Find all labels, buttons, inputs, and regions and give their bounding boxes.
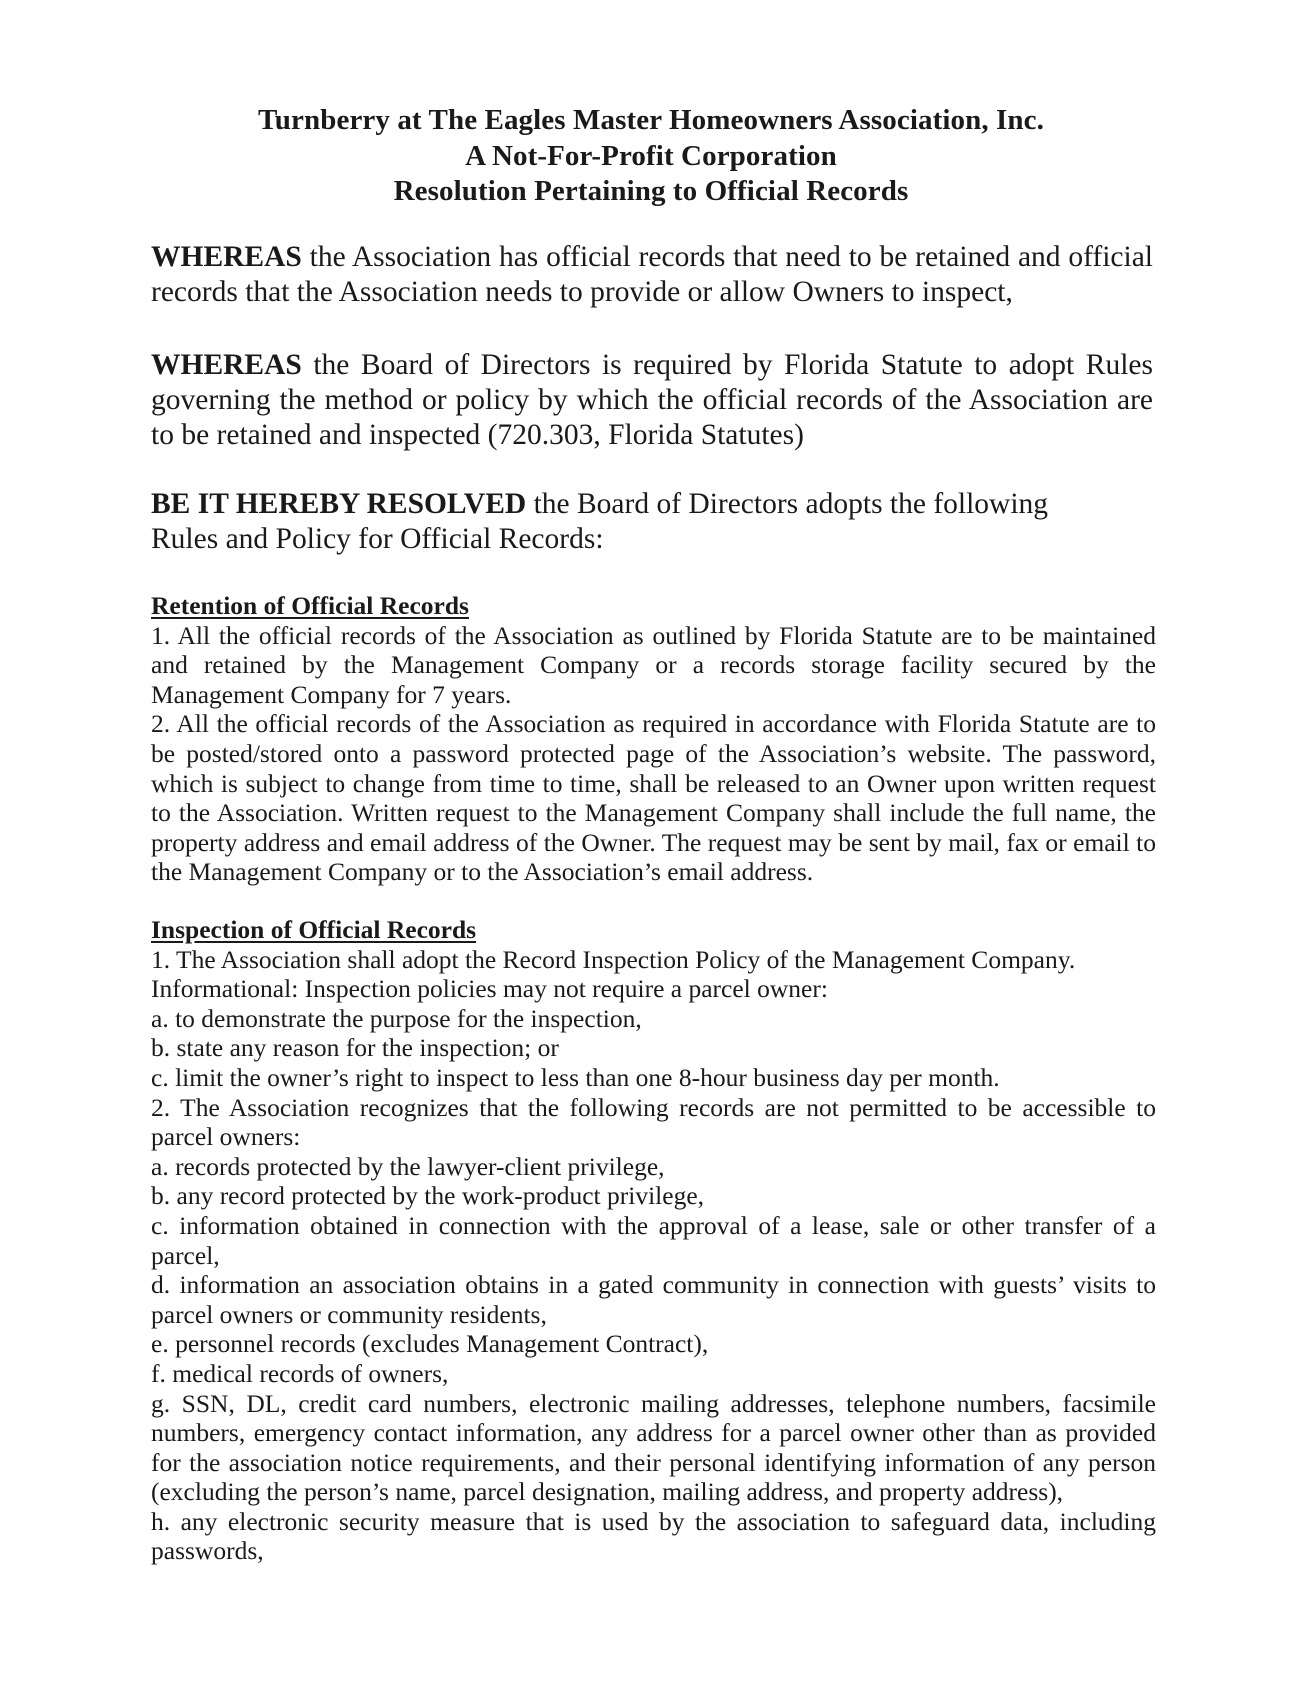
list-item: 2. All the official records of the Association as required in accordance with Florida Statute are to be posted/stored onto a password protected page of the Association’s website. The password, which is subject to change from time to time, shall be released to an Owner upon written request to the Association. Written request to the Management Company shall include the full name, the property address and email address of the Owner. The request may be sent by mail, fax or email to the Management Company or to the Association’s email address. [151, 709, 1156, 887]
resolved-text-continued: Rules and Policy for Official Records: [151, 523, 604, 555]
list-item: a. to demonstrate the purpose for the inspection, [151, 1003, 642, 1033]
resolved-keyword: BE IT HEREBY RESOLVED [151, 488, 527, 520]
list-item: c. limit the owner’s right to inspect to less than one 8-hour business day per month. [151, 1062, 1000, 1092]
inspection-section [151, 915, 1156, 1566]
corporation-type: A Not-For-Profit Corporation [465, 139, 837, 172]
section-heading: Inspection of Official Records [151, 915, 477, 944]
whereas-text: the Board of Directors is required by Florida Statute to adopt Rules governing the method or policy by which the official records of the Association are to be retained and inspected (720.303, Florida Statutes) [151, 349, 1153, 451]
list-item: d. information an association obtains in a gated community in connection with guests’ visits to parcel owners or community residents, [151, 1270, 1156, 1329]
list-item: b. state any reason for the inspection; or [151, 1033, 559, 1063]
list-item: f. medical records of owners, [151, 1358, 449, 1388]
section-heading: Retention of Official Records [151, 591, 469, 620]
list-item: a. records protected by the lawyer-client privilege, [151, 1151, 665, 1181]
document-header [0, 103, 1302, 210]
resolved-text: the Board of Directors adopts the following [526, 488, 1049, 520]
list-item: 1. The Association shall adopt the Record Inspection Policy of the Management Company. [151, 944, 1076, 974]
whereas-keyword: WHEREAS [151, 349, 302, 381]
retention-section [151, 591, 1156, 887]
whereas-paragraph-2 [151, 348, 1153, 453]
list-item: e. personnel records (excludes Management Contract), [151, 1329, 709, 1359]
list-item: Informational: Inspection policies may not require a parcel owner: [151, 974, 828, 1004]
resolved-paragraph [151, 487, 1153, 557]
resolution-title: Resolution Pertaining to Official Records [393, 175, 909, 207]
whereas-paragraph-1 [151, 240, 1153, 310]
list-item: b. any record protected by the work-product privilege, [151, 1181, 705, 1211]
list-item: c. information obtained in connection with the approval of a lease, sale or other transfer of a parcel, [151, 1210, 1156, 1270]
whereas-keyword: WHEREAS [151, 241, 302, 273]
association-name: Turnberry at The Eagles Master Homeowners Association, Inc. [258, 104, 1044, 136]
list-item: 2. The Association recognizes that the following records are not permitted to be accessible to parcel owners: [151, 1092, 1156, 1152]
whereas-text: the Association has official records that need to be retained and official records that the Association needs to provide or allow Owners to inspect, [151, 241, 1153, 308]
list-item: h. any electronic security measure that is used by the association to safeguard data, including passwords, [151, 1506, 1156, 1566]
list-item: g. SSN, DL, credit card numbers, electronic mailing addresses, telephone numbers, facsimile numbers, emergency contact information, any address for a parcel owner other than as provided for the association notice requirements, and their personal identifying information of any person (excluding the person’s name, parcel designation, mailing address, and property address), [151, 1388, 1156, 1507]
list-item: 1. All the official records of the Association as outlined by Florida Statute are to be maintained and retained by the Management Company or a records storage facility secured by the Management Company for 7 years. [151, 620, 1156, 709]
